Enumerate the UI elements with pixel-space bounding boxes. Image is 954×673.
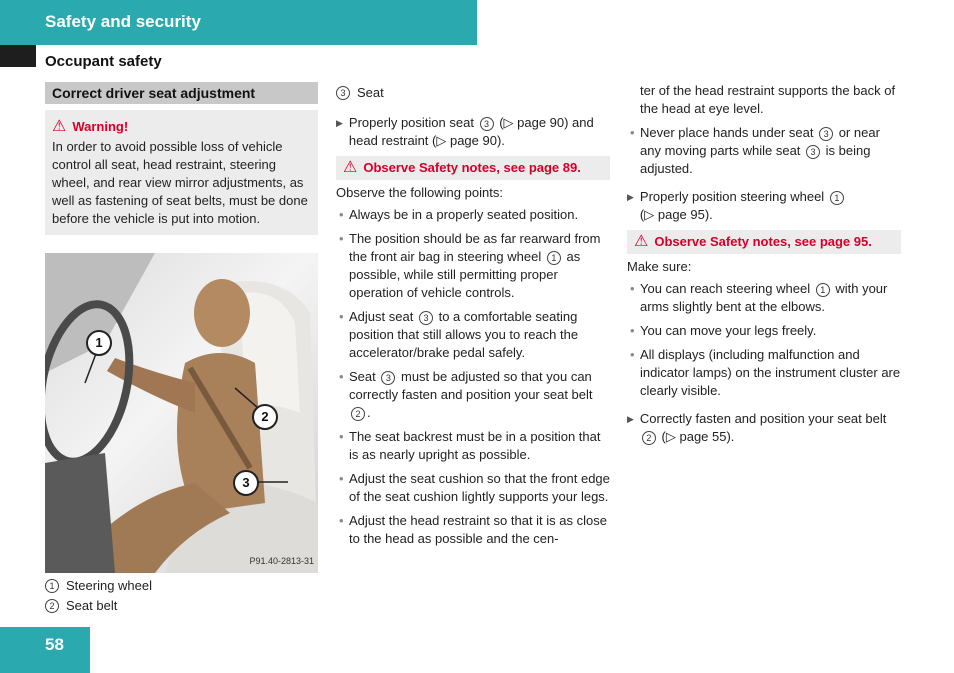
step-arrow-icon: ▶ xyxy=(627,192,634,202)
list-item: • Seat 3 must be adjusted so that you can correctly fasten and position your seat belt 2 . xyxy=(336,368,610,422)
list-item: • Always be in a properly seated position. xyxy=(336,206,610,224)
ref-number: 1 xyxy=(816,283,830,297)
step-fasten-seat-belt xyxy=(627,410,901,446)
ref-number: 3 xyxy=(419,311,433,325)
driver-seat-photo xyxy=(45,253,318,573)
legend-steering-wheel xyxy=(45,577,318,595)
subsection-title: Occupant safety xyxy=(45,53,162,70)
step-arrow-icon: ▶ xyxy=(627,414,634,424)
section-marker xyxy=(0,45,36,67)
section-header-bar xyxy=(0,0,477,45)
ref-number: 2 xyxy=(642,431,656,445)
legend-label: Steering wheel xyxy=(66,578,152,593)
list-item: • You can reach steering wheel 1 with your arms slightly bent at the elbows. xyxy=(627,280,901,316)
legend-number: 3 xyxy=(336,86,350,100)
checklist xyxy=(627,280,901,400)
legend-label: Seat belt xyxy=(66,598,118,613)
legend-seat xyxy=(336,84,610,102)
ref-number: 2 xyxy=(351,407,365,421)
points-list xyxy=(336,206,610,548)
warning-heading xyxy=(52,118,311,136)
list-item: • You can move your legs freely. xyxy=(627,322,901,340)
photo-code: P91.40-2813-31 xyxy=(249,556,314,566)
callout-2: 2 xyxy=(252,404,278,430)
warning-triangle-icon: ⚠ xyxy=(634,233,649,250)
step-arrow-icon: ▶ xyxy=(336,118,343,128)
callout-1: 1 xyxy=(86,330,112,356)
ref-number: 1 xyxy=(830,191,844,205)
step-text: Properly position seat xyxy=(348,115,474,130)
ref-number: 1 xyxy=(547,251,561,265)
warning-label: Warning! xyxy=(72,119,129,134)
list-item: • Never place hands under seat 3 or near any moving parts while seat 3 is being adjusted. xyxy=(627,124,901,178)
legend-label: Seat xyxy=(357,85,384,100)
step-text: (▷ page 90) and head restraint (▷ page 90). xyxy=(348,115,594,148)
warning-triangle-icon: ⚠ xyxy=(52,118,67,135)
safety-note-link[interactable]: Observe Safety notes, see page 95. xyxy=(654,234,872,249)
list-item: • Adjust the seat cushion so that the front edge of the seat cushion lightly supports your legs. xyxy=(336,470,610,506)
step-position-seat xyxy=(336,114,610,150)
intro-text: Observe the following points: xyxy=(336,185,503,200)
column-3 xyxy=(627,82,901,446)
list-item: • All displays (including malfunction and indicator lamps) on the instrument cluster are clearly visible. xyxy=(627,346,901,400)
ref-number: 3 xyxy=(480,117,494,131)
legend-number: 1 xyxy=(45,579,59,593)
callout-3: 3 xyxy=(233,470,259,496)
list-item-continued: ter of the head restraint supports the back of the head at eye level. xyxy=(640,83,896,116)
step-text: Correctly fasten and position your seat belt xyxy=(639,411,887,426)
ref-number: 3 xyxy=(819,127,833,141)
safety-note-box xyxy=(336,156,610,180)
step-text: (▷ page 95). xyxy=(639,207,713,222)
section-title: Safety and security xyxy=(45,12,201,31)
page-number: 58 xyxy=(45,635,64,654)
list-item: • The position should be as far rearward from the front air bag in steering wheel 1 as possible, while still permitting proper operation of vehicle controls. xyxy=(336,230,610,302)
list-item: • Adjust seat 3 to a comfortable seating position that still allows you to reach the accelerator/brake pedal safely. xyxy=(336,308,610,362)
ref-number: 3 xyxy=(806,145,820,159)
legend-seat-belt xyxy=(45,597,318,615)
points-list-continued xyxy=(627,124,901,178)
step-position-steering-wheel xyxy=(627,188,901,224)
topic-heading: Correct driver seat adjustment xyxy=(45,82,318,104)
safety-note-link[interactable]: Observe Safety notes, see page 89. xyxy=(363,160,581,175)
column-2 xyxy=(336,82,610,554)
column-1 xyxy=(45,82,318,615)
step-text: (▷ page 55). xyxy=(661,429,735,444)
intro-text: Make sure: xyxy=(627,259,692,274)
legend-number: 2 xyxy=(45,599,59,613)
safety-note-box xyxy=(627,230,901,254)
list-item: • Adjust the head restraint so that it is as close to the head as possible and the cen- xyxy=(336,512,610,548)
page-number-tab xyxy=(0,627,90,673)
warning-text: In order to avoid possible loss of vehicle control all seat, head restraint, steering wheel, and rear view mirror adjustments, as well as fastening of seat belts, must be done before the vehicle is put into motion. xyxy=(52,139,308,226)
list-item: • The seat backrest must be in a position that is as nearly upright as possible. xyxy=(336,428,610,464)
warning-triangle-icon: ⚠ xyxy=(343,159,358,176)
step-text: Properly position steering wheel xyxy=(639,189,825,204)
ref-number: 3 xyxy=(381,371,395,385)
warning-box xyxy=(45,110,318,235)
